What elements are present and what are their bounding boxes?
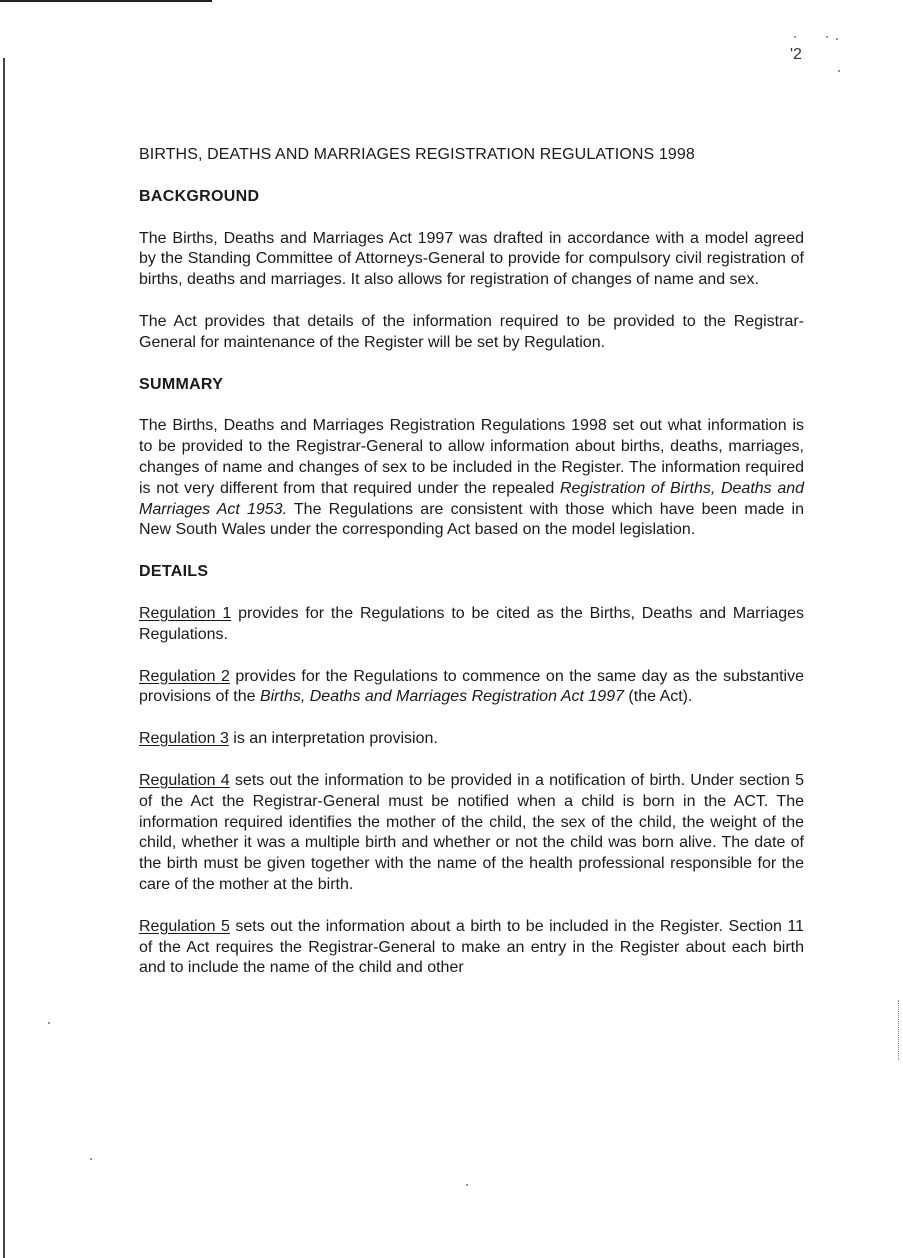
- document-title: BIRTHS, DEATHS AND MARRIAGES REGISTRATION REGULATIONS 1998: [139, 146, 695, 163]
- regulation-1-paragraph: [139, 604, 804, 646]
- regulation-1-label: Regulation 1: [139, 604, 232, 622]
- regulation-3-label: Regulation 3: [139, 730, 229, 748]
- scan-speck: [48, 1022, 50, 1024]
- regulation-4-paragraph: [139, 771, 804, 896]
- scan-edge-left: [3, 58, 5, 1258]
- regulation-3-text: is an interpretation provision.: [228, 730, 438, 748]
- regulation-2-text-start: provides for the Regulations to commence on the same day as the substantive provisions of the: [139, 667, 805, 706]
- summary-paragraph: [139, 416, 804, 541]
- regulation-2-text-end: (the Act).: [623, 688, 693, 706]
- regulation-5-paragraph: [139, 917, 804, 979]
- background-heading: BACKGROUND: [139, 187, 260, 205]
- act-title-1997: Births, Deaths and Marriages Registration Act 1997: [259, 688, 624, 706]
- scan-speck: [826, 36, 828, 38]
- document-body: [139, 145, 804, 1000]
- scan-speck: [836, 38, 838, 40]
- regulation-5-text: sets out the information about a birth to be included in the Register. Section 11 of the Act requires the Registrar-General to make an entry in the Register about each birth and to include the name of the child and other: [139, 917, 804, 977]
- details-heading: DETAILS: [139, 563, 209, 581]
- background-paragraph-2: The Act provides that details of the information required to be provided to the Registrar-General for maintenance of the Register will be set by Regulation.: [139, 312, 804, 351]
- regulation-5-label: Regulation 5: [139, 917, 230, 935]
- repealed-act-title: Registration of Births, Deaths and Marriages Act 1953.: [139, 479, 805, 518]
- scan-speck: [838, 70, 840, 72]
- scan-edge-right: [898, 1000, 900, 1060]
- scan-edge-top: [0, 0, 212, 2]
- page-number-mark: '2: [790, 46, 802, 63]
- summary-text-end: The Regulations are consistent with those which have been made in New South Wales under the corresponding Act based on the model legislation.: [139, 500, 805, 539]
- regulation-1-text: provides for the Regulations to be cited as the Births, Deaths and Marriages Regulations.: [139, 604, 805, 643]
- regulation-3-paragraph: [139, 729, 804, 750]
- summary-heading: SUMMARY: [139, 375, 224, 393]
- regulation-4-label: Regulation 4: [139, 771, 230, 789]
- scan-speck: [90, 1158, 92, 1160]
- scan-speck: [794, 36, 796, 38]
- regulation-2-paragraph: [139, 667, 804, 709]
- scan-speck: [466, 1184, 468, 1186]
- regulation-2-label: Regulation 2: [139, 667, 230, 685]
- regulation-4-text: sets out the information to be provided in a notification of birth. Under section 5 of the Act the Registrar-General must be notified when a child is born in the ACT. The information required identifies the mother of the child, the sex of the child, the weight of the child, whether it was a multiple birth and whether or not the child was born alive. The date of the birth must be given together with the name of the health professional responsible for the care of the mother at the birth.: [139, 771, 805, 893]
- background-paragraph-1: The Births, Deaths and Marriages Act 1997 was drafted in accordance with a model agreed by the Standing Committee of Attorneys-General to provide for compulsory civil registration of births, deaths and marriages. It also allows for registration of changes of name and sex.: [139, 229, 804, 289]
- summary-text-start: The Births, Deaths and Marriages Registration Regulations 1998 set out what information is to be provided to the Registrar-General to allow information about births, deaths, marriages, changes of name and changes of sex to be included in the Register. The information required is not very different from that required under the repealed: [139, 417, 804, 497]
